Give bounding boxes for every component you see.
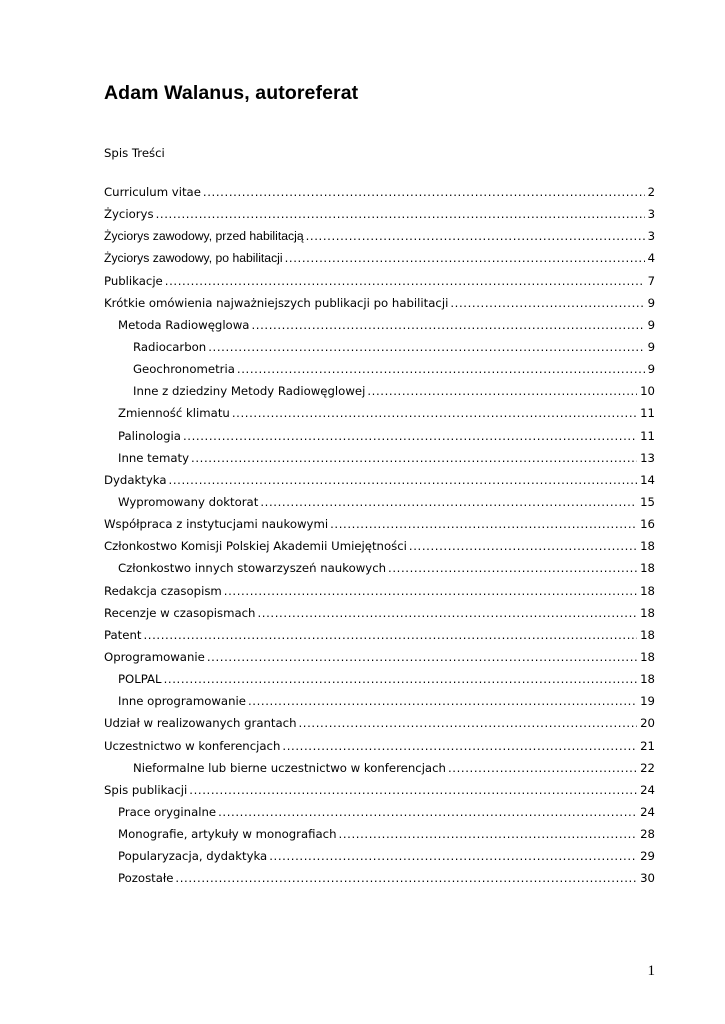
toc-dot-leader: [156, 203, 645, 225]
toc-entry-page: 4: [647, 251, 655, 266]
toc-entry[interactable]: [104, 823, 655, 845]
toc-entry[interactable]: [104, 845, 655, 867]
toc-dot-leader: [203, 181, 645, 203]
toc-entry-page: 3: [647, 229, 655, 244]
toc-entry-label: Członkostwo Komisji Polskiej Akademii Umiejętności: [104, 539, 407, 554]
document-title: Adam Walanus, autoreferat: [104, 82, 359, 104]
toc-entry[interactable]: [104, 624, 655, 646]
toc-entry-label: Inne tematy: [118, 450, 189, 465]
toc-entry-page: 19: [640, 694, 655, 709]
toc-dot-leader: [169, 469, 638, 491]
toc-entry[interactable]: [104, 292, 655, 314]
toc-entry[interactable]: [104, 646, 655, 668]
toc-entry-page: 9: [647, 317, 655, 332]
toc-entry-label: Członkostwo innych stowarzyszeń naukowych: [118, 561, 387, 576]
toc-entry[interactable]: [104, 336, 655, 358]
toc-entry-page: 3: [647, 207, 655, 222]
toc-entry[interactable]: [104, 513, 655, 535]
toc-entry-label: Oprogramowanie: [104, 649, 205, 664]
toc-entry-page: 18: [640, 627, 655, 642]
toc-entry[interactable]: [104, 779, 655, 801]
toc-entry[interactable]: [104, 557, 655, 579]
toc-entry-page: 7: [647, 273, 655, 288]
toc-entry-page: 15: [640, 494, 655, 509]
toc-entry[interactable]: [104, 402, 655, 424]
toc-dot-leader: [298, 712, 637, 734]
toc-dot-leader: [232, 402, 637, 424]
toc-entry-page: 30: [640, 871, 655, 886]
toc-entry-page: 18: [640, 561, 655, 576]
toc-dot-leader: [260, 491, 637, 513]
toc-entry[interactable]: [104, 358, 655, 380]
toc-entry-page: 18: [640, 605, 655, 620]
toc-dot-leader: [183, 425, 637, 447]
toc-entry[interactable]: [104, 380, 655, 402]
toc-entry[interactable]: [104, 225, 655, 247]
toc-entry-page: 13: [640, 450, 655, 465]
toc-entry[interactable]: [104, 690, 655, 712]
toc-dot-leader: [208, 336, 644, 358]
toc-entry-page: 9: [647, 295, 655, 310]
toc-entry-page: 21: [640, 738, 655, 753]
toc-entry-page: 20: [640, 716, 655, 731]
toc-entry[interactable]: [104, 469, 655, 491]
toc-dot-leader: [282, 735, 637, 757]
toc-entry-label: Redakcja czasopism: [104, 583, 222, 598]
toc-entry-page: 18: [640, 649, 655, 664]
toc-entry[interactable]: [104, 447, 655, 469]
toc-entry-page: 22: [640, 760, 655, 775]
toc-entry-label: Patent: [104, 627, 142, 642]
toc-dot-leader: [218, 801, 637, 823]
toc-entry-label: Życiorys zawodowy, po habilitacji: [104, 251, 283, 266]
toc-entry-page: 9: [647, 362, 655, 377]
toc-dot-leader: [191, 447, 637, 469]
toc-entry-page: 10: [640, 384, 655, 399]
toc-entry[interactable]: [104, 314, 655, 336]
toc-entry-label: Inne oprogramowanie: [118, 694, 246, 709]
toc-dot-leader: [207, 646, 637, 668]
toc-entry-label: Uczestnictwo w konferencjach: [104, 738, 281, 753]
toc-entry-label: Prace oryginalne: [118, 804, 217, 819]
toc-entry-label: Dydaktyka: [104, 472, 167, 487]
toc-entry-label: Pozostałe: [118, 871, 174, 886]
toc-entry-page: 2: [647, 185, 655, 199]
toc-entry-label: Inne z dziedziny Metody Radiowęglowej: [133, 384, 366, 399]
toc-entry[interactable]: [104, 668, 655, 690]
toc-dot-leader: [257, 602, 637, 624]
toc-dot-leader: [251, 314, 644, 336]
toc-dot-leader: [248, 690, 637, 712]
toc-entry[interactable]: [104, 425, 655, 447]
toc-entry[interactable]: [104, 181, 655, 203]
toc-entry-page: 24: [640, 804, 655, 819]
toc-entry-label: Radiocarbon: [133, 339, 207, 354]
toc-entry-label: Publikacje: [104, 273, 163, 288]
toc-entry[interactable]: [104, 580, 655, 602]
toc-dot-leader: [237, 358, 645, 380]
toc-dot-leader: [143, 624, 637, 646]
toc-dot-leader: [175, 867, 637, 889]
toc-entry-label: Współpraca z instytucjami naukowymi: [104, 517, 329, 532]
toc-entry[interactable]: [104, 602, 655, 624]
toc-entry[interactable]: [104, 757, 655, 779]
toc-entry-label: Zmienność klimatu: [118, 406, 230, 421]
toc-entry[interactable]: [104, 491, 655, 513]
toc-entry-label: Geochronometria: [133, 362, 235, 377]
toc-entry-label: Palinologia: [118, 428, 181, 443]
toc-entry-page: 18: [640, 539, 655, 554]
toc-entry-label: Nieformalne lub bierne uczestnictwo w konferencjach: [133, 760, 446, 775]
toc-entry-label: Monografie, artykuły w monografiach: [118, 827, 337, 842]
toc-entry-page: 18: [640, 583, 655, 598]
toc-dot-leader: [409, 535, 637, 557]
toc-dot-leader: [448, 757, 637, 779]
toc-dot-leader: [388, 557, 637, 579]
toc-dot-leader: [330, 513, 637, 535]
toc-entry-label: Metoda Radiowęglowa: [118, 317, 250, 332]
toc-dot-leader: [189, 779, 637, 801]
toc-entry-label: Krótkie omówienia najważniejszych publikacji po habilitacji: [104, 295, 449, 310]
toc-dot-leader: [285, 247, 645, 269]
toc-entry-label: Curriculum vitae: [104, 185, 201, 199]
toc-entry[interactable]: [104, 867, 655, 889]
toc-entry[interactable]: [104, 735, 655, 757]
toc-entry-label: Recenzje w czasopismach: [104, 605, 256, 620]
toc-dot-leader: [306, 225, 645, 247]
toc-entry-page: 11: [640, 428, 655, 443]
toc-entry[interactable]: [104, 801, 655, 823]
toc-entry-page: 14: [640, 472, 655, 487]
toc-dot-leader: [224, 580, 637, 602]
toc-entry[interactable]: [104, 535, 655, 557]
toc-dot-leader: [450, 292, 644, 314]
toc-dot-leader: [165, 270, 645, 292]
page-number: 1: [647, 963, 655, 979]
toc-entry-page: 18: [640, 672, 655, 687]
toc-dot-leader: [339, 823, 638, 845]
toc-entry[interactable]: [104, 712, 655, 734]
toc-dot-leader: [269, 845, 637, 867]
toc-entry-page: 24: [640, 782, 655, 797]
toc-entry-page: 9: [647, 339, 655, 354]
toc-entry-label: Życiorys: [104, 207, 154, 222]
toc-entry-label: Życiorys zawodowy, przed habilitacją: [104, 229, 304, 244]
toc-entry-label: Udział w realizowanych grantach: [104, 716, 297, 731]
toc-entry-label: Spis publikacji: [104, 782, 188, 797]
toc-entry[interactable]: [104, 270, 655, 292]
toc-entry-label: Popularyzacja, dydaktyka: [118, 849, 268, 864]
toc-entry[interactable]: [104, 247, 655, 269]
table-of-contents: [104, 181, 655, 890]
toc-dot-leader: [164, 668, 638, 690]
toc-entry-label: POLPAL: [118, 672, 162, 687]
toc-entry-page: 29: [640, 849, 655, 864]
toc-entry[interactable]: [104, 203, 655, 225]
toc-entry-page: 11: [640, 406, 655, 421]
toc-entry-page: 16: [640, 517, 655, 532]
toc-dot-leader: [367, 380, 637, 402]
toc-entry-label: Wypromowany doktorat: [118, 494, 259, 509]
toc-heading: Spis Treści: [104, 146, 165, 160]
toc-entry-page: 28: [640, 827, 655, 842]
